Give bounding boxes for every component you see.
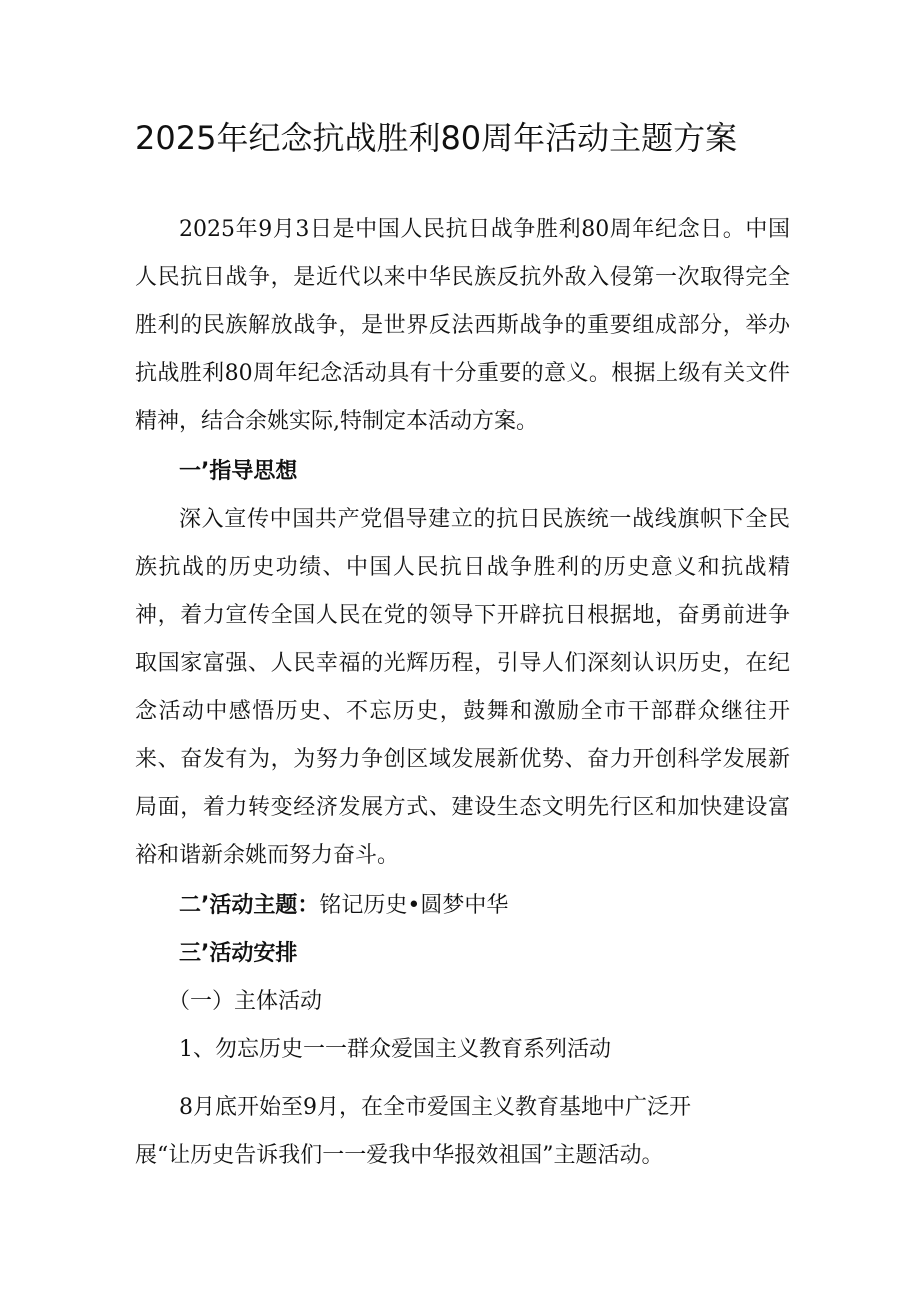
item1-line2: 展“让历史告诉我们一一爱我中华报效祖国”主题活动。 [135,1143,664,1168]
item1-line1: 8月底开始至9月，在全市爱国主义教育基地中广泛开 [179,1095,691,1120]
document-title: 2025年纪念抗战胜利80周年活动主题方案 [135,119,738,157]
section1-heading: 一’指导思想 [179,459,298,484]
section2-heading-label: 二’活动主题： [179,893,320,918]
section1-paragraph: 深入宣传中国共产党倡导建立的抗日民族统一战线旗帜下全民族抗战的历史功绩、中国人民抗日战争胜利的历史意义和抗战精神，着力宣传全国人民在党的领导下开辟抗日根据地，奋勇前进争取国家富强、人民幸福的光辉历程，引导人们深刻认识历史，在纪念活动中感悟历史、不忘历史，鼓舞和激励全市干部群众继往开来、奋发有为，为努力争创区域发展新优势、奋力开创科学发展新局面，着力转变经济发展方式、建设生态文明先行区和加快建设富裕和谐新余姚而努力奋斗。 [135,507,790,868]
section2-heading [179,882,508,930]
section2-heading-value: 铭记历史•圆梦中华 [319,893,509,918]
item1-title: 1、勿忘历史一一群众爱国主义教育系列活动 [179,1037,611,1062]
section3-heading: 三’活动安排 [179,941,298,966]
intro-paragraph: 2025年9月3日是中国人民抗日战争胜利80周年纪念日。中国人民抗日战争，是近代以来中华民族反抗外敌入侵第一次取得完全胜利的民族解放战争，是世界反法西斯战争的重要组成部分，举办抗战胜利80周年纪念活动具有十分重要的意义。根据上级有关文件精神，结合余姚实际,特制定本活动方案。 [135,217,790,434]
subsection-label: （一）主体活动 [168,989,323,1014]
